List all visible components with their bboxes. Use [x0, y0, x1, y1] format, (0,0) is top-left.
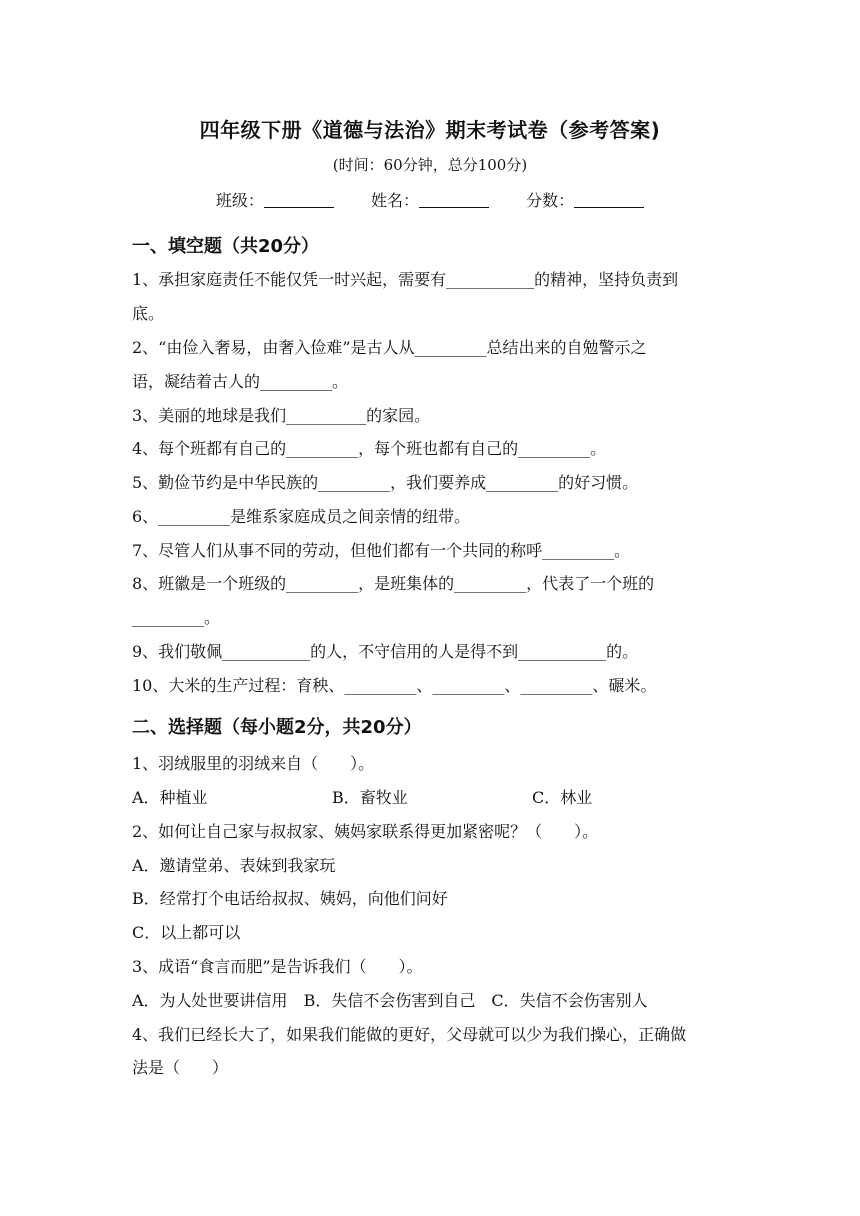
option-b: B．失信不会伤害到自己 [303, 991, 476, 1010]
name-label: 姓名： [370, 191, 419, 210]
question-line: 8、班徽是一个班级的_________，是班集体的_________，代表了一个班的 [132, 574, 655, 593]
question-line: 底。 [132, 304, 165, 323]
score-field [526, 188, 644, 211]
student-info-fields [0, 188, 860, 211]
section-choice-heading: 二、选择题（每小题2分，共20分） [132, 717, 422, 738]
option-c: C．以上都可以 [132, 923, 241, 942]
option-a: A．种植业 [132, 788, 208, 807]
option-b: B．经常打个电话给叔叔、姨妈，向他们问好 [132, 889, 448, 908]
option-row [132, 788, 592, 808]
question-line: 语，凝结着古人的_________。 [132, 372, 349, 391]
score-blank [574, 191, 644, 208]
option-a: A．为人处世要讲信用 [132, 991, 288, 1010]
question-stem: 1、羽绒服里的羽绒来自（ ）。 [132, 754, 375, 773]
option-row [132, 991, 648, 1011]
question-line: 6、_________是维系家庭成员之间亲情的纽带。 [132, 507, 471, 526]
question-line: 4、每个班都有自己的_________，每个班也都有自己的_________。 [132, 439, 607, 458]
name-blank [419, 191, 489, 208]
class-blank [264, 191, 334, 208]
page-title: 四年级下册《道德与法治》期末考试卷（参考答案) [199, 118, 661, 142]
option-b: B．畜牧业 [332, 788, 408, 807]
option-c: C．林业 [532, 788, 593, 807]
class-label: 班级： [215, 191, 264, 210]
question-stem: 2、如何让自己家与叔叔家、姨妈家联系得更加紧密呢？（ ）。 [132, 822, 599, 841]
question-line: 2、“由俭入奢易，由奢入俭难”是古人从_________总结出来的自勉警示之 [132, 338, 647, 357]
question-stem: 3、成语“食言而肥”是告诉我们（ ）。 [132, 957, 423, 976]
option-a: A．邀请堂弟、表妹到我家玩 [132, 856, 336, 875]
question-line: 7、尽管人们从事不同的劳动，但他们都有一个共同的称呼_________。 [132, 541, 631, 560]
question-line: 3、美丽的地球是我们__________的家园。 [132, 406, 431, 425]
question-line: 1、承担家庭责任不能仅凭一时兴起，需要有___________的精神，坚持负责到 [132, 270, 679, 289]
name-field [371, 188, 489, 211]
exam-time-note: (时间：60分钟，总分100分) [332, 156, 528, 174]
class-field [216, 188, 334, 211]
question-line: 10、大米的生产过程：育秧、_________、_________、_________、碾米。 [132, 676, 657, 695]
score-label: 分数： [526, 191, 575, 210]
question-stem: 法是（ ） [132, 1058, 229, 1077]
option-c: C．失信不会伤害别人 [491, 991, 648, 1010]
question-line: 9、我们敬佩___________的人，不守信用的人是得不到___________的。 [132, 642, 639, 661]
section-fill-blank-heading: 一、填空题（共20分） [132, 236, 320, 257]
question-line: 5、勤俭节约是中华民族的_________，我们要养成_________的好习惯。 [132, 473, 639, 492]
question-stem: 4、我们已经长大了，如果我们能做的更好，父母就可以少为我们操心，正确做 [132, 1025, 687, 1044]
question-line: _________。 [132, 608, 221, 627]
